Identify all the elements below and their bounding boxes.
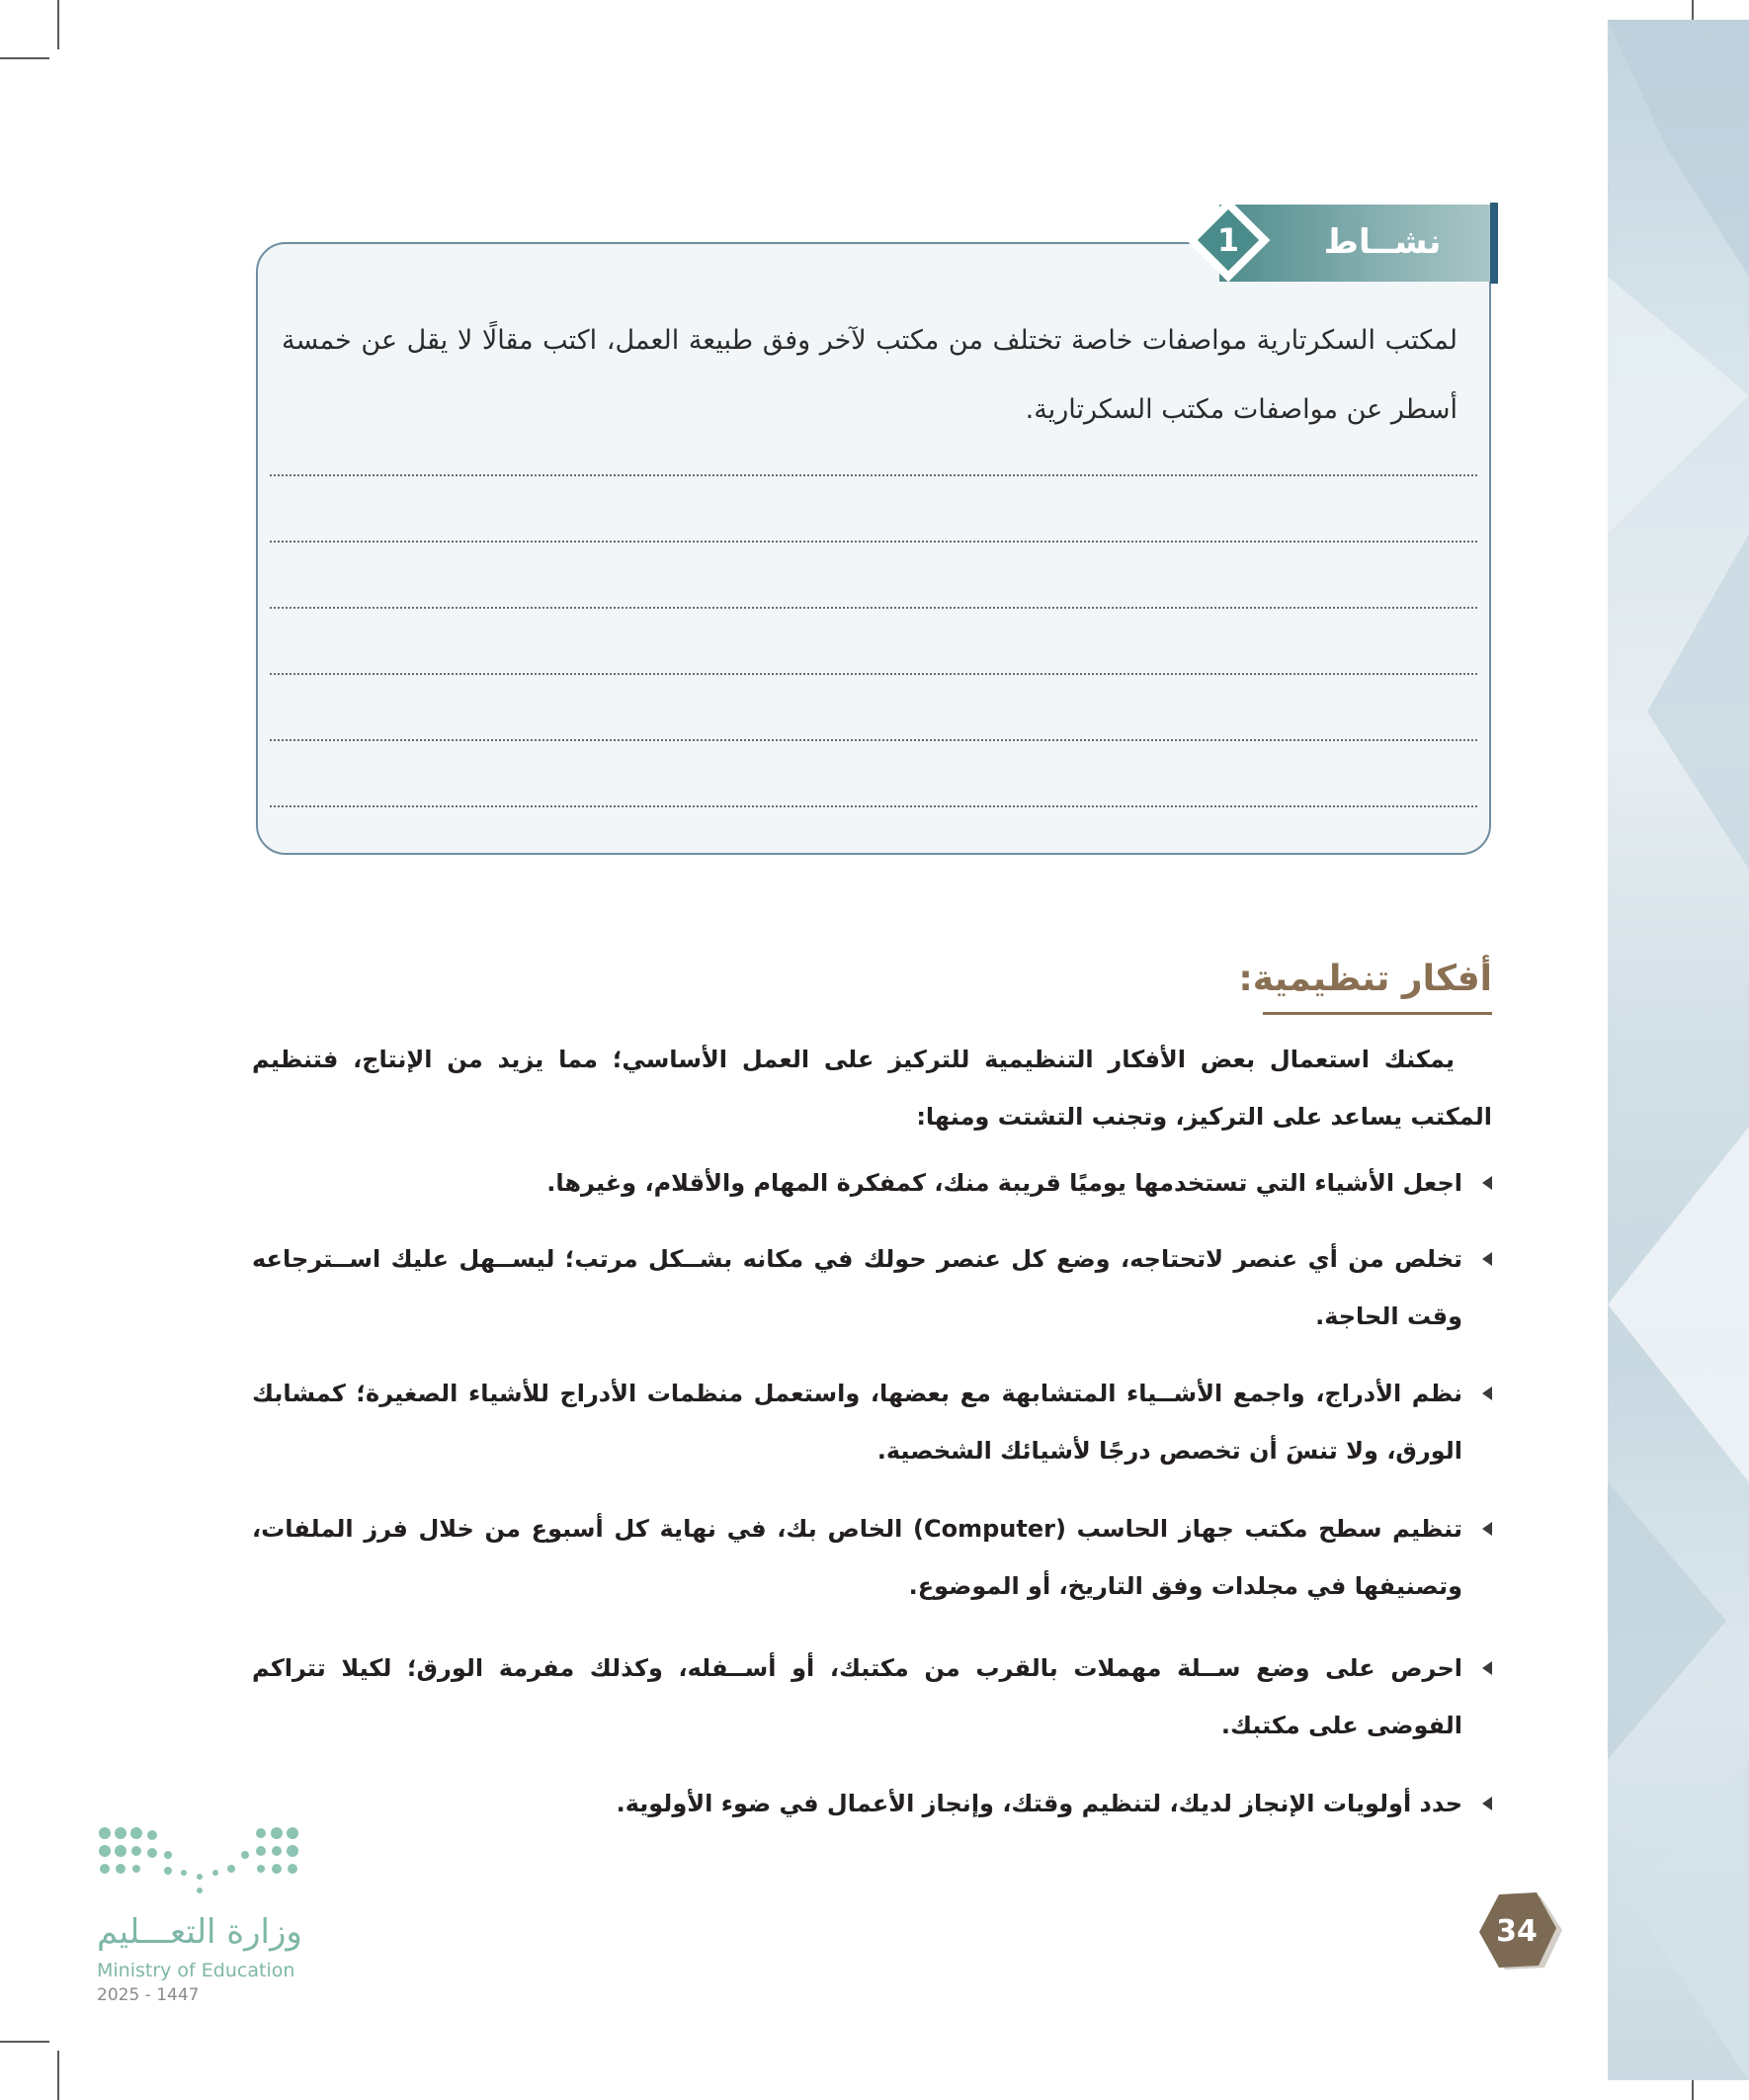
bullet-item xyxy=(252,1775,1492,1832)
page-number-badge xyxy=(1477,1892,1564,1972)
activity-tab xyxy=(1194,203,1490,282)
crop-mark xyxy=(0,2041,49,2043)
answer-line[interactable] xyxy=(270,739,1477,741)
bullet-text: تنظيم سطح مكتب جهاز الحاسب (Computer) الخاص بك، في نهاية كل أسبوع من خلال فرز الملفات، وتصنيفها في مجلدات وفق التاريخ، أو الموضوع. xyxy=(252,1515,1462,1600)
ministry-logo xyxy=(97,1823,309,2011)
bullet-item xyxy=(252,1154,1492,1212)
bullet-item xyxy=(252,1639,1492,1754)
section-intro: يمكنك استعمال بعض الأفكار التنظيمية للتركيز على العمل الأساسي؛ مما يزيد من الإنتاج، فتنظيم المكتب يساعد على التركيز، وتجنب التشتت ومنها: xyxy=(252,1046,1492,1131)
bullet-item xyxy=(252,1500,1492,1615)
bullet-marker-icon xyxy=(1482,1176,1492,1190)
bullet-marker-icon xyxy=(1482,1661,1492,1675)
crop-mark xyxy=(57,2051,59,2100)
bullet-text: حدد أولويات الإنجاز لديك، لتنظيم وقتك، وإنجاز الأعمال في ضوء الأولوية. xyxy=(616,1790,1462,1817)
bullet-text: احرص على وضع ســلة مهملات بالقرب من مكتبك، أو أســفله، وكذلك مفرمة الورق؛ لكيلا تتراكم الفوضى على مكتبك. xyxy=(252,1654,1462,1739)
bullet-text: تخلص من أي عنصر لاتحتاجه، وضع كل عنصر حولك في مكانه بشــكل مرتب؛ ليســهل عليك اســترجاعه وقت الحاجة. xyxy=(252,1245,1462,1330)
bullet-marker-icon xyxy=(1482,1522,1492,1536)
ministry-logo-dots-icon xyxy=(97,1823,309,1897)
ministry-name-arabic: وزارة التعـــليم xyxy=(97,1912,302,1952)
crop-mark xyxy=(0,57,49,59)
activity-tab-endbar xyxy=(1490,203,1498,284)
ministry-name-english: Ministry of Education xyxy=(97,1960,295,1981)
bullet-marker-icon xyxy=(1482,1386,1492,1400)
bullet-marker-icon xyxy=(1482,1252,1492,1266)
decorative-side-band xyxy=(1608,20,1749,2080)
answer-line[interactable] xyxy=(270,541,1477,543)
answer-line[interactable] xyxy=(270,607,1477,609)
activity-number: 1 xyxy=(1216,221,1240,259)
bullet-item xyxy=(252,1365,1492,1479)
bullet-marker-icon xyxy=(1482,1797,1492,1810)
bullet-item xyxy=(252,1230,1492,1345)
page-number: 34 xyxy=(1496,1914,1538,1949)
activity-prompt: لمكتب السكرتارية مواصفات خاصة تختلف من مكتب لآخر وفق طبيعة العمل، اكتب مقالًا لا يقل عن خمسة أسطر عن مواصفات مكتب السكرتارية. xyxy=(282,325,1458,425)
crop-mark xyxy=(57,0,59,49)
edition-year: 2025 - 1447 xyxy=(97,1985,200,2005)
bullet-text: اجعل الأشياء التي تستخدمها يوميًا قريبة منك، كمفكرة المهام والأقلام، وغيرها. xyxy=(546,1169,1462,1197)
section-title: أفكار تنظيمية: xyxy=(1238,959,1492,999)
bullet-text: نظم الأدراج، واجمع الأشــياء المتشابهة مع بعضها، واستعمل منظمات الأدراج للأشياء الصغيرة؛ كمشابك الورق، ولا تنسَ أن تخصص درجًا لأشيائك الشخصية. xyxy=(252,1380,1462,1465)
answer-line[interactable] xyxy=(270,474,1477,476)
answer-line[interactable] xyxy=(270,805,1477,807)
activity-tab-label: نشــاط xyxy=(1323,222,1442,262)
section-title-underline xyxy=(1263,1012,1492,1015)
side-band-facets xyxy=(1608,20,1749,2080)
answer-line[interactable] xyxy=(270,673,1477,675)
